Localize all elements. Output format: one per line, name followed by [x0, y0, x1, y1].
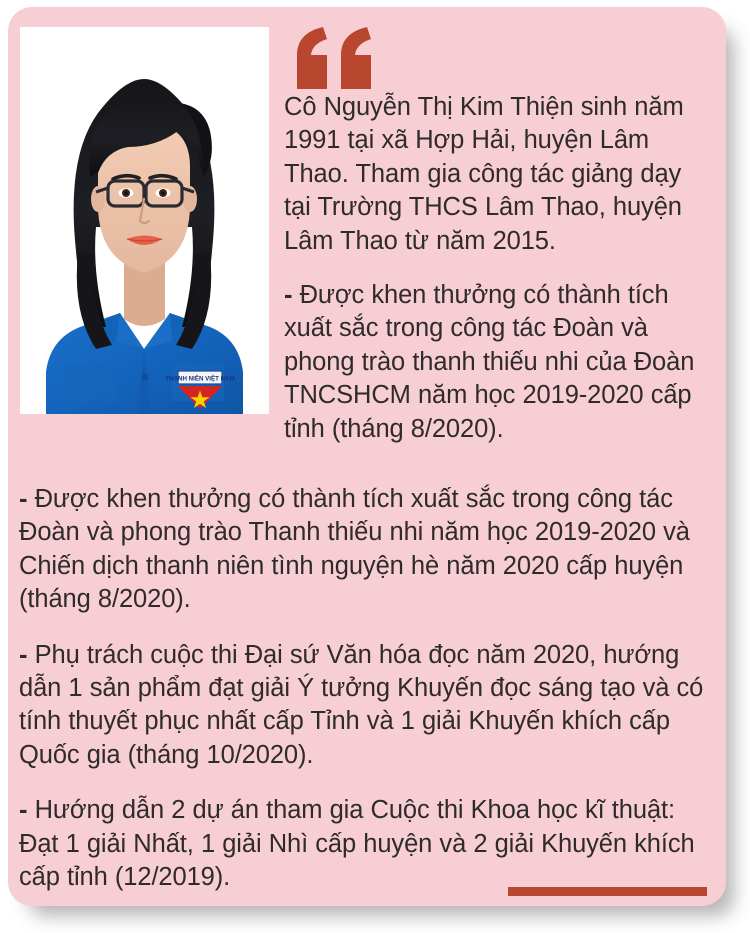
paragraph-achievement-2: - Được khen thưởng có thành tích xuất sắc trong công tác Đoàn và phong trào Thanh thiếu nhi năm học 2019-2020 và Chiến dịch thanh niên tình nguyện hè năm 2020 cấp huyện (tháng 8/2020). — [19, 485, 690, 614]
portrait-illustration — [20, 27, 269, 414]
paragraph-achievement-4: - Hướng dẫn 2 dự án tham gia Cuộc thi Khoa học kĩ thuật: Đạt 1 giải Nhất, 1 giải Nhì cấp huyện và 2 giải Khuyến khích cấp tỉnh (12/2019). — [19, 796, 695, 892]
paragraph-intro: Cô Nguyễn Thị Kim Thiện sinh năm 1991 tại xã Hợp Hải, huyện Lâm Thao. Tham gia công tác giảng dạy tại Trường THCS Lâm Thao, huyện Lâm Thao từ năm 2015. — [284, 93, 684, 255]
quotation-mark-icon — [289, 25, 399, 91]
accent-bar — [508, 887, 707, 896]
achievements-text-block — [19, 483, 719, 894]
paragraph-achievement-3: - Phụ trách cuộc thi Đại sứ Văn hóa đọc năm 2020, hướng dẫn 1 sản phẩm đạt giải Ý tưởng Khuyến đọc sáng tạo và có tính thuyết phục nhất cấp Tỉnh và 1 giải Khuyến khích cấp Quốc gia (tháng 10/2020). — [19, 640, 704, 769]
intro-text-column — [284, 91, 714, 446]
svg-text:THANH NIÊN VIỆT NAM: THANH NIÊN VIỆT NAM — [165, 375, 235, 383]
portrait-photo — [20, 27, 269, 414]
paragraph-achievement-1: - Được khen thưởng có thành tích xuất sắc trong công tác Đoàn và phong trào thanh thiếu nhi của Đoàn TNCSHCM năm học 2019-2020 cấp tỉnh (tháng 8/2020). — [284, 281, 695, 443]
profile-quote-card — [8, 7, 726, 906]
